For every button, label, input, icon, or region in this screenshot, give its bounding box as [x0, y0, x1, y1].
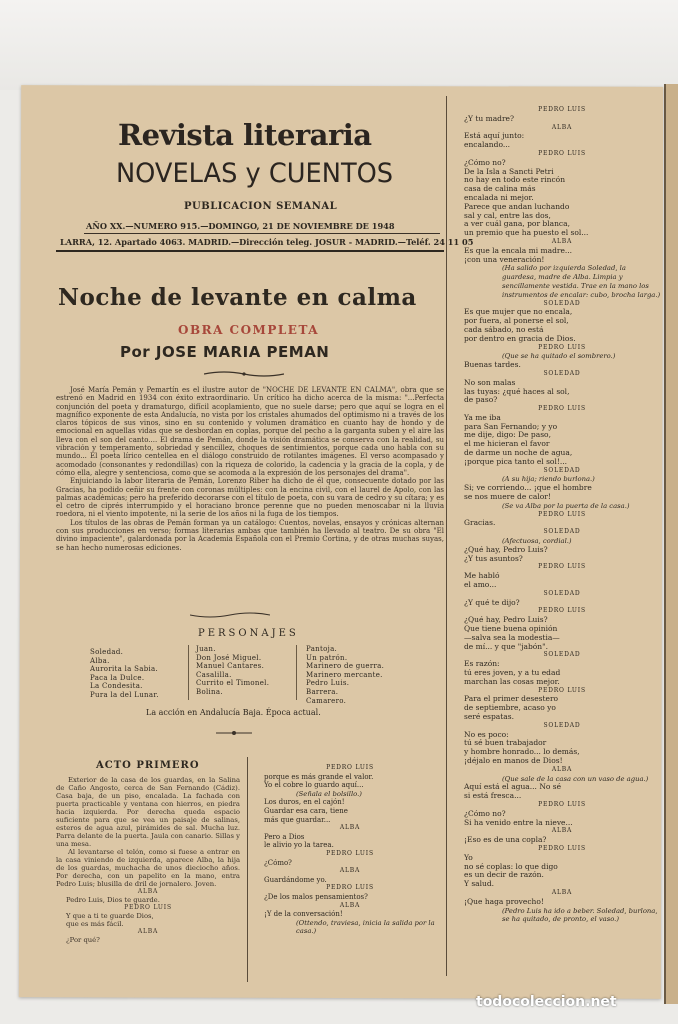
dialogue-line: se nos muere de calor!: [464, 493, 551, 502]
stage-direction: (Señala el bolsillo.): [296, 789, 362, 798]
speaker-name: ALBA: [551, 765, 573, 773]
dialogue-line: tú sé buen trabajador: [464, 739, 547, 748]
stage-directions: [56, 776, 240, 944]
stage-direction: (Se va Alba por la puerta de la casa.): [502, 501, 630, 510]
dialogue-line: Si; ve corriendo... ¡que el hombre: [464, 484, 592, 493]
column-divider: [247, 757, 248, 982]
speaker-name: SOLEDAD: [543, 299, 581, 307]
cast-name: La Condesita.: [90, 682, 143, 691]
dialogue-line: de darme un noche de agua,: [464, 449, 573, 458]
dialogue-line: me dije, digo: De paso,: [464, 431, 551, 440]
speaker-name: ALBA: [339, 867, 361, 875]
address-line: LARRA, 12. Apartado 4063. MADRID.—Dirección teleg. JOSUR - MADRID.—Teléf. 24 11 05: [60, 237, 474, 247]
stage-direction: (Que se ha quitado el sombrero.): [502, 352, 616, 361]
dialogue-line: porque es más grande el valor.: [264, 772, 374, 781]
issue-line: AÑO XX.—NUMERO 915.—DOMINGO, 21 DE NOVIEMBRE DE 1948: [86, 221, 395, 231]
dialogue-line: las tuyas: ¿qué haces al sol,: [464, 387, 570, 396]
cast-name: Manuel Cantares.: [196, 662, 265, 671]
speaker-name: PEDRO LUIS: [538, 343, 586, 351]
intro-paragraph: Enjuiciando la labor literaria de Pemán, Lorenzo Riber ha dicho de él que, consecuente dotado por las Gracias, ha podido ceñir su frente con coronas múltiples: con la encina civil, con el laurel de Apolo, con las palmas académicas; pero ha preferido decorarse con el título de poeta, con su vara de cedro y su cítara; y es el cetro de ciprés interrumpido y el horaciano bronce perenne que no pueden menoscabar ni la lluvia roedora, ni el viento impotente, ni la serie de los años ni la fuga de los tiempos.: [56, 477, 444, 519]
cast-name: Marinero mercante.: [306, 670, 383, 679]
stage-direction: (Ottendo, traviesa, inicia la salida por la casa.): [296, 918, 435, 936]
speaker-name: PEDRO LUIS: [538, 844, 586, 852]
dialogue-line: Buenas tardes.: [464, 361, 521, 370]
stage-paragraph: Exterior de la casa de los guardas, en la Salina de Caño Angosto, cerca de San Fernando (Cádiz). Casa baja, de un piso, encalada. La fachada con puerta practicable y ventana con hierros, en piedra hacia izquierda. Por derecha queda espacio suficiente para que se vea un paisaje de salinas, esteros de agua azul, pirámides de sal. Mucha luz. Parra delante de la puerta. Jaula con canario. Sillas y una mesa.: [56, 776, 240, 848]
dialogue-line: Es que mujer que no encala,: [464, 308, 573, 317]
dialogue-line: —salva sea la modestia—: [464, 633, 560, 642]
dialogue-line: de septiembre, acaso yo: [464, 704, 556, 713]
dialogue-line: tú eres joven, y a tu edad: [464, 669, 561, 677]
speaker-name: SOLEDAD: [543, 651, 581, 659]
dialogue-line: Para el primer desestero: [464, 695, 559, 704]
speaker-name: ALBA: [137, 888, 159, 895]
cast-name: Casalilla.: [196, 670, 232, 679]
cast-name: Don José Miguel.: [196, 653, 262, 662]
dialogue-line: encalando...: [464, 141, 510, 150]
dialogue-line: Es razón:: [464, 660, 500, 669]
cast-name: Juan.: [196, 645, 216, 653]
intro-text: [56, 386, 444, 552]
speaker-name: PEDRO LUIS: [538, 800, 586, 808]
speaker-name: PEDRO LUIS: [538, 686, 586, 694]
cast-name: Soledad.: [90, 648, 124, 656]
speaker-name: PEDRO LUIS: [326, 849, 374, 857]
dialogue-line: de mí... y que "jabón".: [464, 642, 548, 651]
cast-name: Barrera.: [306, 687, 339, 696]
dialogue-line: De la Isla a Sancti Petri: [464, 167, 554, 176]
dialogue-line: Yo: [464, 853, 473, 862]
speaker-name: PEDRO LUIS: [326, 884, 374, 892]
act-heading: ACTO PRIMERO: [96, 760, 200, 771]
speaker-name: ALBA: [551, 237, 573, 245]
dialogue-line: ¡porque pica tanto el sol!...: [464, 457, 568, 466]
ornament-icon: [190, 610, 270, 620]
dialogue-line: ¡déjalo en manos de Dios!: [464, 756, 563, 765]
background-top: [0, 0, 678, 90]
speaker-name: SOLEDAD: [543, 466, 581, 474]
cast-column-1: [90, 648, 159, 700]
dialogue-line: encalada ni mejor.: [464, 193, 534, 202]
masthead-line1: Revista literaria: [118, 118, 372, 152]
column-divider: [446, 96, 447, 976]
speaker-name: PEDRO LUIS: [538, 563, 586, 571]
play-kicker: OBRA COMPLETA: [178, 323, 320, 337]
stage-direction: (A su hija; riendo burlona.): [502, 475, 595, 484]
speaker-name: PEDRO LUIS: [326, 764, 374, 771]
dialogue-line: seré espatas.: [464, 712, 514, 721]
dialogue-line: No es poco:: [464, 730, 509, 739]
cast-name: Paca la Dulce.: [90, 673, 145, 682]
rule: [56, 250, 444, 252]
dialogue-line: y hombre honrado... lo demás,: [464, 748, 580, 757]
play-title: Noche de levante en calma: [58, 284, 417, 311]
dialogue-line: Si ha venido entre la nieve...: [464, 818, 573, 827]
dialogue-line: ¿Qué hay, Pedro Luis?: [464, 616, 548, 625]
speaker-name: ALBA: [339, 901, 361, 909]
stage-direction: (Pedro Luis ha ido a beber. Soledad, burlona, se ha quitado, de pronto, el vaso.): [502, 906, 658, 924]
masthead-line2: NOVELAS y CUENTOS: [116, 158, 394, 189]
cast-column-3: [306, 645, 384, 705]
dialogue-line: cada sábado, no está: [464, 325, 544, 334]
cast-name: Pantoja.: [306, 645, 338, 653]
speaker-name: SOLEDAD: [543, 528, 581, 536]
speaker-name: ALBA: [551, 827, 573, 835]
speaker-name: SOLEDAD: [543, 721, 581, 729]
dialogue-line: marchan las cosas mejor.: [464, 677, 560, 686]
watermark: todocoleccion.net: [476, 994, 617, 1010]
dialogue-line: ¿Cómo no?: [464, 809, 506, 818]
speaker-name: PEDRO LUIS: [538, 106, 586, 113]
dialogue-line: por fuera, al ponerse el sol,: [464, 317, 569, 326]
dialogue-line: Y salud.: [464, 880, 495, 889]
dialogue-line: Y que a ti te guarde Dios,: [66, 912, 154, 920]
dialogue-line: el amo...: [464, 581, 497, 590]
dialogue-line: si está fresca...: [464, 792, 522, 801]
play-author: Por JOSE MARIA PEMAN: [120, 343, 330, 361]
dialogue-line: Parece que andan luchando: [464, 202, 570, 211]
dialogue-line: ¿Y qué te dijo?: [464, 598, 520, 607]
dialogue-right: [462, 106, 662, 924]
dialogue-line: Está aquí junto:: [464, 132, 525, 141]
ornament-icon: [204, 369, 284, 379]
speaker-name: PEDRO LUIS: [538, 405, 586, 413]
dialogue-line: casa de calina más: [464, 185, 536, 194]
stage-direction: (Ha salido por izquierda Soledad, la guardesa, madre de Alba. Limpia y sencillamente vestida. Trae en la mano los instrumentos de encalar: cubo, brocha larga.): [502, 264, 661, 299]
dialogue-line: no sé coplas: lo que digo: [464, 862, 558, 871]
dialogue-line: no hay en todo este rincón: [464, 176, 566, 185]
speaker-name: SOLEDAD: [543, 369, 581, 377]
dialogue-line: ¿Qué hay, Pedro Luis?: [464, 545, 548, 554]
rule: [84, 233, 440, 234]
dialogue-line: Me habló: [464, 572, 500, 581]
cast-divider: [188, 645, 189, 700]
dialogue-line: ¿De los malos pensamientos?: [264, 892, 368, 901]
cast-name: Pedro Luis.: [306, 679, 350, 688]
dialogue-line: a ver cuál gana, por blanca,: [464, 220, 570, 229]
dialogue-line: ¿Y tus asuntos?: [464, 554, 523, 563]
stage-paragraph: Al levantarse el telón, como si fuese a entrar en la casa viniendo de izquierda, aparece Alba, la hija de los guardas, muchacha de unos dieciocho años. Por derecha, con un papelito en la mano, entra Pedro Luis; blusilla de dril de jornalero. Joven.: [56, 848, 240, 888]
cast-name: Aurorita la Sabia.: [90, 665, 159, 674]
speaker-name: PEDRO LUIS: [124, 904, 172, 911]
dialogue-line: un premio que ha puesto el sol...: [464, 229, 589, 238]
dialogue-line: le alivio yo la tarea.: [264, 841, 334, 850]
dialogue-line: Guardándome yo.: [264, 875, 327, 884]
dialogue-left: [56, 888, 240, 944]
dialogue-line: ¿Por qué?: [66, 936, 100, 944]
dialogue-line: Ya me iba: [464, 413, 501, 422]
speaker-name: ALBA: [137, 928, 159, 935]
dialogue-line: más que guardar...: [264, 815, 331, 824]
dialogue-line: ¡Eso es de una copla?: [464, 836, 547, 845]
intro-paragraph: José María Pemán y Pemartín es el ilustre autor de "NOCHE DE LEVANTE EN CALMA", obra que se estrenó en Madrid en 1934 con éxito extraordinario. Un crítico ha dicho acerca de la misma: "...Perfecta conjunción del poeta y dramaturgo, difícil acoplamiento, que no suele darse; pero que aquí se logra en el magnífico exponente de esta Andalucía, no vista por los cristales ahumados del optimismo ni a través de los claros tópicos de sus vinos, sino en su contenido y volumen dramático en cuanto hay de hondo y de emocional en aquellas vidas que se desbordan en coplas, porque del pecho a la garganta suben y el aire las lleva con el son del canto.... El drama de Pemán, donde la visión dramática se conserva con la realidad, su vibración y temperamento, sobriedad y sencillez, choques de sentimientos, porque cada uno habla con su mundo... El poeta lírico centellea en el diálogo construido de rotilantes imágenes. El verso acompasado y acomodado (consonantes y redondillas) con la riqueza de colorido, la cadencia y la gracia de la copla, y de cómo ella, alegre y sentenciosa, como que se acomoda a la expresión de los personajes del drama".: [56, 386, 444, 477]
setting-line: La acción en Andalucía Baja. Época actual.: [146, 708, 321, 717]
cast-name: Un patrón.: [306, 653, 348, 662]
dialogue-line: el me hicieran el favor: [464, 440, 550, 449]
ornament-icon: [214, 728, 254, 738]
speaker-name: PEDRO LUIS: [538, 607, 586, 615]
speaker-name: PEDRO LUIS: [538, 149, 586, 157]
dialogue-line: sal y cal, entre las dos,: [464, 211, 551, 220]
dialogue-line: Los duros, en el cajón!: [264, 798, 345, 807]
dialogue-line: Que tiene buena opinión: [464, 625, 558, 634]
cast-column-2: [196, 645, 269, 697]
dialogue-line: ¿Cómo?: [264, 858, 292, 867]
cast-name: Pura la del Lunar.: [90, 690, 159, 699]
speaker-name: ALBA: [551, 888, 573, 896]
cast-divider: [296, 645, 297, 700]
speaker-name: PEDRO LUIS: [538, 510, 586, 518]
next-page-edge: [664, 84, 678, 1004]
dialogue-line: ¡Que haga provecho!: [464, 897, 544, 906]
dialogue-line: Guardar esa cara, tiene: [264, 806, 348, 815]
dialogue-line: Es que la encala mi madre...: [464, 246, 573, 255]
dialogue-line: de paso?: [464, 396, 498, 405]
dialogue-line: Aquí está el agua... No sé: [464, 783, 562, 792]
dialogue-line: ¡con una veneración!: [464, 255, 545, 264]
dialogue-middle: [256, 764, 444, 936]
cast-name: Alba.: [90, 656, 110, 665]
dialogue-line: para San Fernando; y yo: [464, 422, 558, 431]
intro-paragraph: Los títulos de las obras de Pemán forman ya un catálogo: Cuentos, novelas, ensayos y crónicas alternan con sus producciones en verso; formas literarias ambas que también ha llevado al teatro. De su obra "El divino impaciente", galardonada por la Academia Española con el Premio Cortina, y de otras muchas suyas, se han hecho numerosas ediciones.: [56, 518, 444, 552]
dialogue-line: ¿Cómo no?: [464, 158, 506, 167]
cast-name: Currito el Timonel.: [196, 679, 270, 688]
dialogue-line: Yo el cobre lo guardo aquí...: [264, 781, 364, 790]
cast-name: Marinero de guerra.: [306, 662, 385, 671]
speaker-name: ALBA: [551, 123, 573, 131]
dialogue-line: ¿Y tu madre?: [464, 114, 515, 123]
stage-direction: (Que sale de la casa con un vaso de agua.): [502, 774, 649, 783]
dialogue-line: Pero a Dios: [264, 832, 305, 841]
dialogue-line: por dentro en gracia de Dios.: [464, 334, 576, 343]
masthead-subtitle: PUBLICACION SEMANAL: [184, 201, 338, 212]
speaker-name: ALBA: [339, 824, 361, 832]
personajes-heading: PERSONAJES: [198, 628, 299, 639]
cast-name: Camarero.: [306, 696, 347, 705]
speaker-name: SOLEDAD: [543, 589, 581, 597]
stage-direction: (Afectuosa, cordial.): [502, 537, 572, 546]
dialogue-line: que es más fácil.: [66, 920, 124, 928]
cast-name: Bolina.: [196, 687, 223, 696]
dialogue-line: Gracias.: [464, 519, 496, 528]
dialogue-line: Pedro Luis, Dios te guarde.: [66, 896, 160, 904]
dialogue-line: es un decir de razón.: [464, 871, 544, 880]
dialogue-line: ¡Y de la conversación!: [264, 910, 343, 919]
dialogue-line: No son malas: [464, 378, 516, 387]
